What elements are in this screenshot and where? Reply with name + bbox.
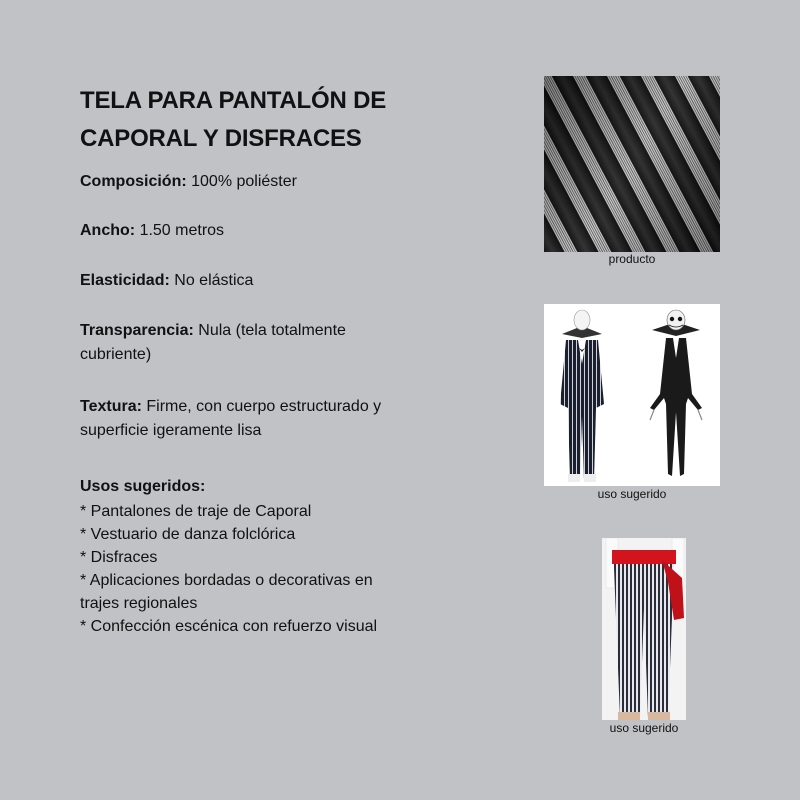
list-item: * Disfraces xyxy=(80,549,158,566)
list-item: * Vestuario de danza folclórica xyxy=(80,526,296,543)
spec-label: Transparencia: xyxy=(80,322,194,339)
spec-value: Nula (tela totalmente cubriente) xyxy=(80,322,346,363)
uses-list xyxy=(80,500,410,638)
striped-fabric-photo xyxy=(544,76,720,252)
spec-value: 100% poliéster xyxy=(191,173,297,190)
caption-use-1: uso sugerido xyxy=(597,487,667,501)
caption-product: producto xyxy=(608,252,656,266)
list-item: * Aplicaciones bordadas o decorativas en trajes regionales xyxy=(80,572,373,612)
spec-transparency xyxy=(80,319,380,367)
spec-texture xyxy=(80,395,400,443)
spec-label: Textura: xyxy=(80,398,142,415)
suggested-uses xyxy=(80,475,410,638)
spec-value: No elástica xyxy=(174,272,254,289)
page-title: TELA PARA PANTALÓN DE CAPORAL Y DISFRACES xyxy=(80,87,387,152)
spec-label: Composición: xyxy=(80,173,187,190)
list-item: * Pantalones de traje de Caporal xyxy=(80,503,312,520)
spec-width xyxy=(80,219,410,243)
spec-label: Ancho: xyxy=(80,222,136,239)
striped-pants-photo xyxy=(602,538,686,720)
striped-costume-photo xyxy=(544,304,720,486)
spec-value: Firme, con cuerpo estructurado y superficie igeramente lisa xyxy=(80,398,382,439)
uses-heading: Usos sugeridos: xyxy=(80,478,206,495)
list-item: * Confección escénica con refuerzo visual xyxy=(80,618,378,635)
spec-label: Elasticidad: xyxy=(80,272,170,289)
caption-use-2: uso sugerido xyxy=(609,721,679,735)
spec-composition xyxy=(80,170,410,194)
spec-elasticity xyxy=(80,269,410,293)
spec-value: 1.50 metros xyxy=(139,222,225,239)
